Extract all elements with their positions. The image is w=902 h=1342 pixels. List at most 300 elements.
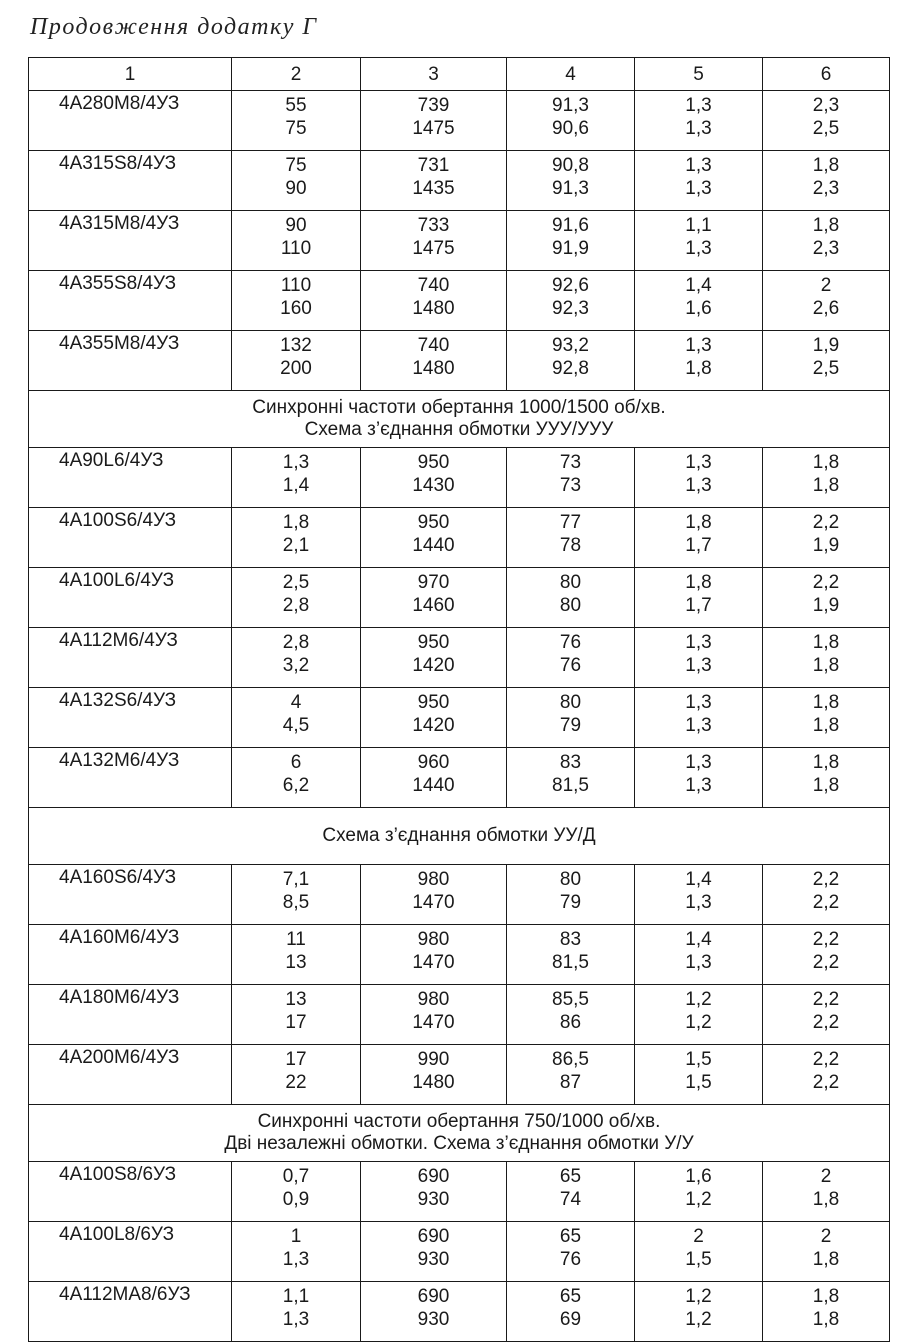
cell-value: 1440 [412, 775, 455, 796]
value-cell [361, 151, 507, 211]
cell-value: 4 [290, 692, 302, 713]
value-cell [507, 1222, 635, 1282]
table-row [29, 925, 890, 985]
cell-value: 2,2 [812, 989, 840, 1010]
cell-value: 17 [285, 1049, 307, 1070]
value-cell [507, 91, 635, 151]
cell-value: 7,1 [282, 869, 310, 890]
cell-value: 2,2 [812, 929, 840, 950]
table-row [29, 1282, 890, 1342]
cell-value: 1,2 [685, 1012, 712, 1033]
cell-value: 2 [820, 1226, 832, 1247]
cell-value: 92,6 [552, 275, 589, 296]
value-cell [635, 1222, 763, 1282]
value-cell [635, 271, 763, 331]
header-cell: 1 [29, 58, 232, 91]
value-cell [507, 628, 635, 688]
value-cell [361, 985, 507, 1045]
cell-value: 86,5 [552, 1049, 589, 1070]
cell-value: 1420 [412, 715, 455, 736]
value-cell [361, 568, 507, 628]
value-cell [232, 1282, 361, 1342]
section-header-text: Синхронні частоти обертання 750/1000 об/хв. [257, 1111, 661, 1132]
cell-value: 55 [285, 95, 307, 116]
value-cell [507, 985, 635, 1045]
value-cell [763, 1282, 890, 1342]
cell-value: 1,8 [812, 1309, 840, 1330]
table-row [29, 1162, 890, 1222]
value-cell [361, 91, 507, 151]
cell-value: 980 [417, 869, 450, 890]
cell-value: 1,5 [685, 1249, 712, 1270]
cell-value: 90,6 [552, 118, 589, 139]
cell-value: 73 [559, 452, 582, 473]
cell-value: 69 [559, 1309, 582, 1330]
section-header-cell [29, 808, 890, 865]
cell-value: 990 [417, 1049, 450, 1070]
cell-value: 160 [280, 298, 312, 319]
cell-value: 13 [285, 989, 307, 1010]
section-header-row [29, 391, 890, 448]
value-cell [507, 271, 635, 331]
cell-value: 1,3 [685, 178, 712, 199]
cell-value: 2,2 [812, 1049, 840, 1070]
header-cell: 4 [507, 58, 635, 91]
cell-value: 1,3 [282, 1309, 310, 1330]
value-cell [361, 211, 507, 271]
value-cell [232, 925, 361, 985]
value-cell [635, 628, 763, 688]
cell-value: 1,8 [812, 752, 840, 773]
table-row [29, 865, 890, 925]
value-cell [763, 925, 890, 985]
cell-value: 2,8 [282, 595, 310, 616]
cell-value: 76 [559, 632, 582, 653]
motor-model-cell: 4А100L6/4УЗ [29, 568, 232, 628]
value-cell [635, 985, 763, 1045]
value-cell [635, 748, 763, 808]
cell-value: 1,3 [685, 892, 712, 913]
value-cell [361, 331, 507, 391]
value-cell [635, 1282, 763, 1342]
value-cell [361, 1282, 507, 1342]
cell-value: 2,6 [812, 298, 840, 319]
cell-value: 65 [559, 1166, 582, 1187]
value-cell [507, 748, 635, 808]
value-cell [507, 1162, 635, 1222]
value-cell [361, 1162, 507, 1222]
motor-model-cell: 4А160S6/4УЗ [29, 865, 232, 925]
cell-value: 1 [290, 1226, 302, 1247]
table-row [29, 1045, 890, 1105]
cell-value: 1,2 [685, 989, 712, 1010]
value-cell [232, 628, 361, 688]
cell-value: 1,3 [685, 952, 712, 973]
value-cell [361, 688, 507, 748]
header-cell: 5 [635, 58, 763, 91]
cell-value: 80 [559, 595, 582, 616]
cell-value: 1,2 [685, 1189, 712, 1210]
section-header-cell [29, 1105, 890, 1162]
cell-value: 65 [559, 1226, 582, 1247]
motor-model-cell: 4А132М6/4УЗ [29, 748, 232, 808]
cell-value: 1,8 [812, 155, 840, 176]
value-cell [763, 748, 890, 808]
cell-value: 83 [559, 929, 582, 950]
cell-value: 1475 [412, 118, 455, 139]
cell-value: 1,4 [685, 869, 712, 890]
cell-value: 1475 [412, 238, 455, 259]
value-cell [232, 688, 361, 748]
cell-value: 1,8 [685, 512, 712, 533]
cell-value: 93,2 [552, 335, 589, 356]
cell-value: 731 [417, 155, 450, 176]
motor-model-cell: 4А90L6/4УЗ [29, 448, 232, 508]
cell-value: 1470 [412, 952, 455, 973]
value-cell [763, 688, 890, 748]
cell-value: 80 [559, 572, 582, 593]
value-cell [763, 1162, 890, 1222]
cell-value: 1,3 [685, 452, 712, 473]
section-header-row [29, 1105, 890, 1162]
cell-value: 980 [417, 929, 450, 950]
header-row [29, 58, 890, 91]
cell-value: 950 [417, 692, 450, 713]
cell-value: 950 [417, 512, 450, 533]
cell-value: 75 [285, 155, 307, 176]
cell-value: 73 [559, 475, 582, 496]
table-body [29, 58, 890, 1342]
cell-value: 6,2 [282, 775, 310, 796]
cell-value: 1470 [412, 892, 455, 913]
cell-value: 1,3 [282, 452, 310, 473]
cell-value: 2,3 [812, 238, 840, 259]
cell-value: 690 [417, 1166, 450, 1187]
cell-value: 90,8 [552, 155, 589, 176]
cell-value: 2,3 [812, 95, 840, 116]
value-cell [635, 1045, 763, 1105]
motor-model-cell: 4А100L8/6УЗ [29, 1222, 232, 1282]
cell-value: 79 [559, 715, 582, 736]
value-cell [763, 1045, 890, 1105]
value-cell [232, 508, 361, 568]
value-cell [763, 448, 890, 508]
cell-value: 1,4 [685, 929, 712, 950]
motor-model-cell: 4А355М8/4УЗ [29, 331, 232, 391]
cell-value: 17 [285, 1012, 307, 1033]
cell-value: 1,3 [685, 752, 712, 773]
cell-value: 2 [693, 1226, 704, 1247]
cell-value: 1,8 [812, 1189, 840, 1210]
cell-value: 1,3 [282, 1249, 310, 1270]
cell-value: 3,2 [282, 655, 310, 676]
cell-value: 1480 [412, 358, 455, 379]
cell-value: 1,5 [685, 1049, 712, 1070]
cell-value: 2,2 [812, 572, 840, 593]
cell-value: 8,5 [282, 892, 310, 913]
cell-value: 1,3 [685, 118, 712, 139]
cell-value: 1,8 [282, 512, 310, 533]
cell-value: 1460 [412, 595, 455, 616]
value-cell [635, 331, 763, 391]
value-cell [507, 688, 635, 748]
cell-value: 13 [285, 952, 307, 973]
cell-value: 1,8 [812, 632, 840, 653]
cell-value: 1,9 [812, 335, 840, 356]
cell-value: 78 [559, 535, 582, 556]
value-cell [361, 1045, 507, 1105]
motor-model-cell: 4А280М8/4УЗ [29, 91, 232, 151]
cell-value: 1,8 [812, 715, 840, 736]
value-cell [763, 331, 890, 391]
value-cell [361, 628, 507, 688]
table-row [29, 271, 890, 331]
cell-value: 1,7 [685, 595, 712, 616]
value-cell [232, 748, 361, 808]
value-cell [232, 865, 361, 925]
value-cell [232, 331, 361, 391]
cell-value: 85,5 [552, 989, 589, 1010]
cell-value: 2,1 [282, 535, 310, 556]
cell-value: 90 [285, 178, 307, 199]
cell-value: 1,3 [685, 475, 712, 496]
cell-value: 110 [280, 275, 312, 296]
header-cell: 6 [763, 58, 890, 91]
cell-value: 1435 [412, 178, 455, 199]
cell-value: 1,3 [685, 95, 712, 116]
cell-value: 1,2 [685, 1286, 712, 1307]
cell-value: 1,8 [685, 572, 712, 593]
table-row [29, 748, 890, 808]
cell-value: 1,5 [685, 1072, 712, 1093]
cell-value: 1,6 [685, 1166, 712, 1187]
value-cell [635, 211, 763, 271]
motor-model-cell: 4А355S8/4УЗ [29, 271, 232, 331]
cell-value: 83 [559, 752, 582, 773]
value-cell [635, 925, 763, 985]
cell-value: 1,1 [685, 215, 712, 236]
cell-value: 1480 [412, 1072, 455, 1093]
cell-value: 1,8 [812, 775, 840, 796]
value-cell [232, 985, 361, 1045]
value-cell [361, 1222, 507, 1282]
value-cell [507, 568, 635, 628]
cell-value: 2,5 [812, 358, 840, 379]
cell-value: 1,3 [685, 655, 712, 676]
page-title: Продовження додатку Г [30, 14, 318, 40]
cell-value: 2,2 [812, 512, 840, 533]
value-cell [507, 925, 635, 985]
value-cell [635, 865, 763, 925]
cell-value: 980 [417, 989, 450, 1010]
motor-model-cell: 4А160М6/4УЗ [29, 925, 232, 985]
motor-model-cell: 4А180М6/4УЗ [29, 985, 232, 1045]
cell-value: 740 [417, 275, 450, 296]
cell-value: 1,8 [812, 215, 840, 236]
value-cell [232, 271, 361, 331]
cell-value: 1,8 [812, 475, 840, 496]
value-cell [763, 865, 890, 925]
cell-value: 1,6 [685, 298, 712, 319]
value-cell [361, 271, 507, 331]
table-row [29, 211, 890, 271]
value-cell [635, 508, 763, 568]
value-cell [763, 985, 890, 1045]
value-cell [635, 688, 763, 748]
cell-value: 960 [417, 752, 450, 773]
table-row [29, 628, 890, 688]
value-cell [763, 211, 890, 271]
value-cell [361, 508, 507, 568]
value-cell [507, 508, 635, 568]
cell-value: 740 [417, 335, 450, 356]
value-cell [361, 925, 507, 985]
motor-model-cell: 4А132S6/4УЗ [29, 688, 232, 748]
cell-value: 930 [417, 1309, 450, 1330]
value-cell [763, 628, 890, 688]
cell-value: 74 [559, 1189, 582, 1210]
section-header-text: Схема з’єднання обмотки УУУ/УУУ [304, 419, 614, 440]
cell-value: 1,3 [685, 238, 712, 259]
cell-value: 92,3 [552, 298, 589, 319]
cell-value: 1,3 [685, 632, 712, 653]
cell-value: 80 [559, 692, 582, 713]
value-cell [361, 448, 507, 508]
cell-value: 65 [559, 1286, 582, 1307]
cell-value: 0,7 [282, 1166, 310, 1187]
cell-value: 2,2 [812, 1012, 840, 1033]
value-cell [232, 151, 361, 211]
cell-value: 1,4 [282, 475, 310, 496]
cell-value: 2,2 [812, 892, 840, 913]
table-row [29, 331, 890, 391]
section-header-row [29, 808, 890, 865]
cell-value: 1,3 [685, 335, 712, 356]
motor-model-cell: 4А100S6/4УЗ [29, 508, 232, 568]
cell-value: 6 [290, 752, 302, 773]
cell-value: 0,9 [282, 1189, 310, 1210]
value-cell [232, 1045, 361, 1105]
cell-value: 690 [417, 1226, 450, 1247]
value-cell [507, 448, 635, 508]
cell-value: 1,9 [812, 595, 840, 616]
value-cell [635, 448, 763, 508]
value-cell [232, 568, 361, 628]
cell-value: 1,8 [812, 1286, 840, 1307]
cell-value: 1440 [412, 535, 455, 556]
motor-model-cell: 4А112МА8/6УЗ [29, 1282, 232, 1342]
cell-value: 110 [280, 238, 312, 259]
cell-value: 4,5 [282, 715, 310, 736]
cell-value: 11 [286, 929, 306, 950]
cell-value: 75 [285, 118, 307, 139]
value-cell [507, 865, 635, 925]
cell-value: 1,3 [685, 775, 712, 796]
cell-value: 1,8 [812, 452, 840, 473]
table-row [29, 1222, 890, 1282]
cell-value: 950 [417, 632, 450, 653]
section-header-text: Синхронні частоти обертання 1000/1500 об/хв. [252, 397, 666, 418]
cell-value: 91,6 [552, 215, 589, 236]
motor-data-table [28, 57, 890, 1342]
cell-value: 1,4 [685, 275, 712, 296]
value-cell [763, 568, 890, 628]
value-cell [361, 865, 507, 925]
header-cell: 3 [361, 58, 507, 91]
value-cell [232, 1222, 361, 1282]
cell-value: 1430 [412, 475, 455, 496]
motor-model-cell: 4А200М6/4УЗ [29, 1045, 232, 1105]
cell-value: 91,3 [552, 95, 589, 116]
value-cell [507, 1282, 635, 1342]
value-cell [232, 211, 361, 271]
value-cell [507, 151, 635, 211]
value-cell [635, 1162, 763, 1222]
cell-value: 2 [820, 275, 832, 296]
section-header-text: Схема з’єднання обмотки УУ/Д [322, 825, 596, 846]
cell-value: 1,1 [282, 1286, 310, 1307]
cell-value: 1,9 [812, 535, 840, 556]
motor-model-cell: 4А315М8/4УЗ [29, 211, 232, 271]
cell-value: 930 [417, 1249, 450, 1270]
motor-model-cell: 4А315S8/4УЗ [29, 151, 232, 211]
cell-value: 2,5 [812, 118, 840, 139]
cell-value: 1470 [412, 1012, 455, 1033]
cell-value: 1420 [412, 655, 455, 676]
table-row [29, 151, 890, 211]
cell-value: 200 [280, 358, 312, 379]
value-cell [232, 1162, 361, 1222]
value-cell [763, 508, 890, 568]
cell-value: 91,3 [552, 178, 589, 199]
value-cell [232, 91, 361, 151]
cell-value: 950 [417, 452, 450, 473]
cell-value: 81,5 [552, 952, 589, 973]
cell-value: 2,5 [282, 572, 310, 593]
cell-value: 1,3 [685, 692, 712, 713]
motor-model-cell: 4А112М6/4УЗ [29, 628, 232, 688]
value-cell [635, 91, 763, 151]
section-header-text: Дві незалежні обмотки. Схема з’єднання обмотки У/У [224, 1133, 694, 1154]
value-cell [232, 448, 361, 508]
value-cell [507, 1045, 635, 1105]
cell-value: 76 [559, 655, 582, 676]
cell-value: 132 [280, 335, 312, 356]
cell-value: 1,8 [812, 655, 840, 676]
cell-value: 80 [559, 869, 582, 890]
table-row [29, 508, 890, 568]
value-cell [507, 331, 635, 391]
cell-value: 739 [417, 95, 450, 116]
table-row [29, 688, 890, 748]
header-cell: 2 [232, 58, 361, 91]
cell-value: 1,3 [685, 155, 712, 176]
cell-value: 2,2 [812, 952, 840, 973]
table-row [29, 91, 890, 151]
cell-value: 2,8 [282, 632, 310, 653]
value-cell [635, 568, 763, 628]
cell-value: 1,7 [685, 535, 712, 556]
section-header-cell [29, 391, 890, 448]
cell-value: 92,8 [552, 358, 589, 379]
cell-value: 733 [417, 215, 450, 236]
table-row [29, 568, 890, 628]
motor-model-cell: 4А100S8/6УЗ [29, 1162, 232, 1222]
cell-value: 1,2 [685, 1309, 712, 1330]
cell-value: 1,8 [812, 1249, 840, 1270]
cell-value: 930 [417, 1189, 450, 1210]
value-cell [507, 211, 635, 271]
